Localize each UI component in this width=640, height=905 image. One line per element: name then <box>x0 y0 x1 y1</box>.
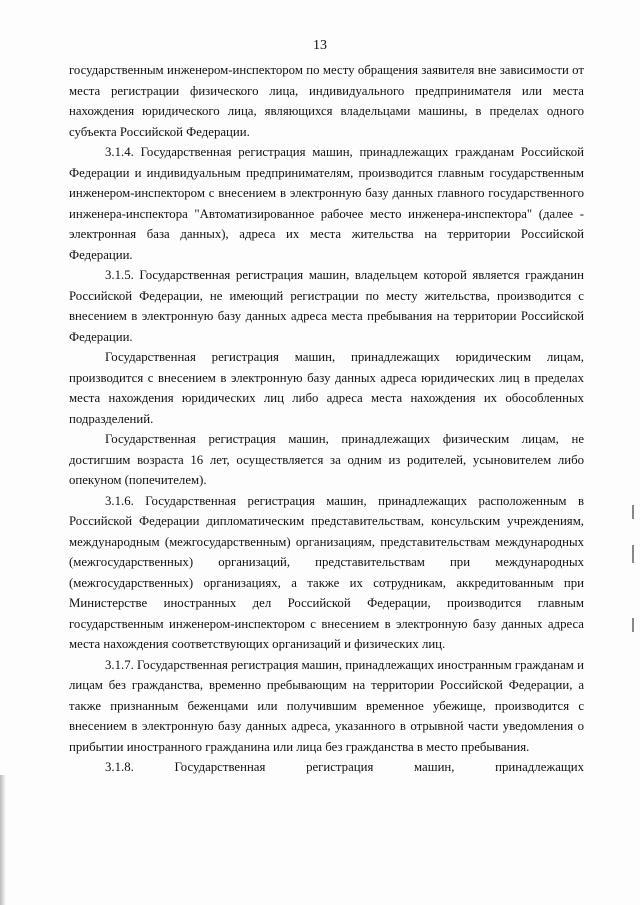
paragraph-3-1-6: 3.1.6. Государственная регистрация машин, принадлежащих расположенным в Российской Федерации дипломатическим представительствам, консульским учреждениям, международным (межгосударственным) организациям, представительствам международных (межгосударственных) организаций, представительствам при международных (межгосударственных) организациях, а также их сотрудникам, аккредитованным при Министерстве иностранных дел Российской Федерации, производится главным государственным инженером-инспектором с внесением в электронную базу данных адреса места нахождения соответствующих организаций и физических лиц. <box>69 493 584 651</box>
document-body <box>69 60 584 778</box>
paragraph-minors: Государственная регистрация машин, принадлежащих физическим лицам, не достигшим возраста 16 лет, осуществляется за одним из родителей, усыновителем либо опекуном (попечителем). <box>69 432 584 487</box>
paragraph-3-1-8: 3.1.8. Государственная регистрация машин, принадлежащих <box>105 760 584 774</box>
scan-margin-mark <box>632 505 634 519</box>
scan-margin-mark <box>632 618 634 632</box>
paragraph-3-1-7: 3.1.7. Государственная регистрация машин, принадлежащих иностранным гражданам и лицам без гражданства, временно пребывающим на территории Российской Федерации, а также признанным беженцами или получившим временное убежище, производится с внесением в электронную базу данных адреса, указанного в отрывной части уведомления о прибытии иностранного гражданина или лица без гражданства в место пребывания. <box>69 657 584 754</box>
scan-margin-mark <box>632 545 634 563</box>
paragraph-3-1-4: 3.1.4. Государственная регистрация машин, принадлежащих гражданам Российской Федерации и индивидуальным предпринимателям, производится главным государственным инженером-инспектором с внесением в электронную базу данных главного государственного инженера-инспектора "Автоматизированное рабочее место инженера-инспектора" (далее - электронная база данных), адреса их места жительства на территории Российской Федерации. <box>69 145 584 262</box>
paragraph-legal-entities: Государственная регистрация машин, принадлежащих юридическим лицам, производится с внесением в электронную базу данных адреса юридических лиц в пределах места нахождения юридических лиц либо адреса места нахождения их обособленных подразделений. <box>69 350 584 426</box>
scan-edge-shadow <box>0 775 6 905</box>
page-number: 13 <box>313 38 327 53</box>
paragraph-continuation: государственным инженером-инспектором по месту обращения заявителя вне зависимости от места регистрации физического лица, индивидуального предпринимателя или места нахождения юридического лица, являющихся владельцами машины, в пределах одного субъекта Российской Федерации. <box>69 63 584 139</box>
paragraph-3-1-5: 3.1.5. Государственная регистрация машин, владельцем которой является гражданин Российской Федерации, не имеющий регистрации по месту жительства, производится с внесением в электронную базу данных адреса места пребывания на территории Российской Федерации. <box>69 268 584 344</box>
